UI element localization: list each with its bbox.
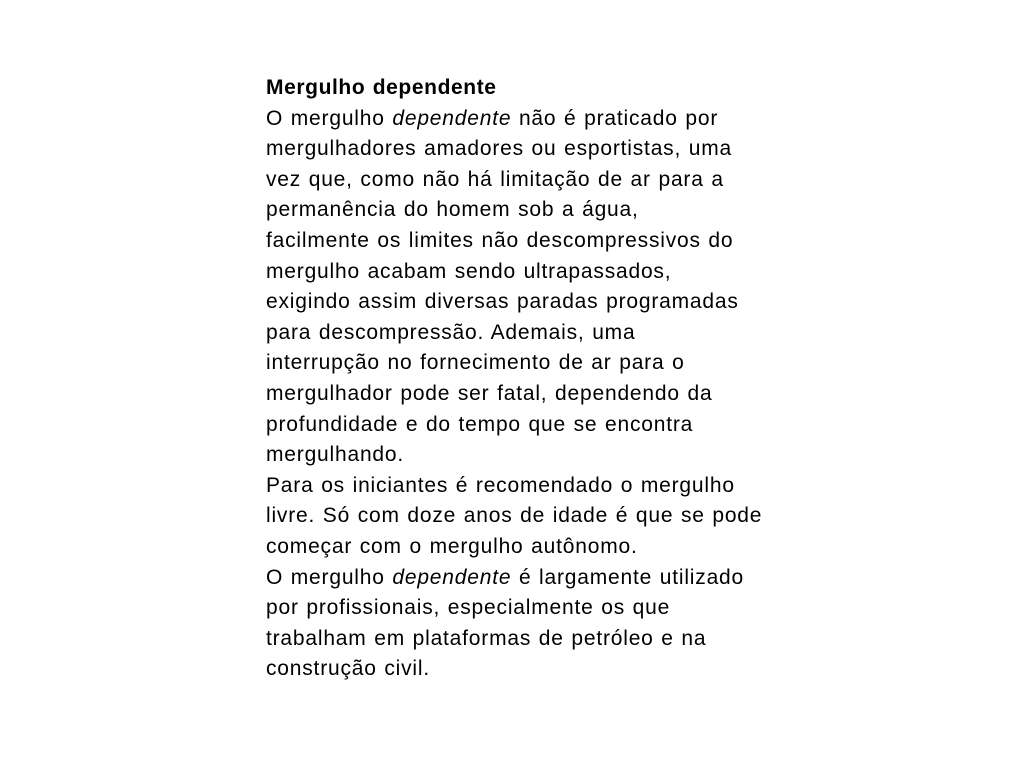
emphasis-text: dependente xyxy=(392,106,512,130)
body-line: profundidade e do tempo que se encontra xyxy=(266,412,694,436)
line-text: não é praticado por xyxy=(511,106,719,130)
line-text: O mergulho xyxy=(266,565,393,589)
paragraph-2 xyxy=(266,471,966,563)
body-line xyxy=(266,563,966,594)
body-line: Para os iniciantes é recomendado o mergulho xyxy=(266,473,735,497)
body-line: exigindo assim diversas paradas programadas xyxy=(266,290,739,314)
body-line: livre. Só com doze anos de idade é que se pode xyxy=(266,504,763,528)
line-text: é largamente utilizado xyxy=(511,565,745,589)
body-line: interrupção no fornecimento de ar para o xyxy=(266,351,685,375)
line-text: O mergulho xyxy=(266,106,393,130)
body-line: vez que, como não há limitação de ar para a xyxy=(266,167,724,191)
body-line: começar com o mergulho autônomo. xyxy=(266,534,638,558)
body-line: para descompressão. Ademais, uma xyxy=(266,320,636,344)
body-line xyxy=(266,104,966,135)
body-line: construção civil. xyxy=(266,657,430,681)
body-line: por profissionais, especialmente os que xyxy=(266,596,671,620)
body-line: mergulho acabam sendo ultrapassados, xyxy=(266,259,672,283)
body-line: permanência do homem sob a água, xyxy=(266,198,639,222)
paragraph-3 xyxy=(266,563,966,685)
body-line: trabalham em plataformas de petróleo e na xyxy=(266,626,707,650)
slide-title: Mergulho dependente xyxy=(266,76,497,99)
body-line: mergulhador pode ser fatal, dependendo da xyxy=(266,381,713,405)
body-line: mergulhando. xyxy=(266,443,405,467)
body-line: facilmente os limites não descompressivos do xyxy=(266,228,734,252)
body-line: mergulhadores amadores ou esportistas, uma xyxy=(266,137,732,161)
text-block xyxy=(266,73,966,685)
paragraph-1 xyxy=(266,104,966,471)
emphasis-text: dependente xyxy=(392,565,512,589)
